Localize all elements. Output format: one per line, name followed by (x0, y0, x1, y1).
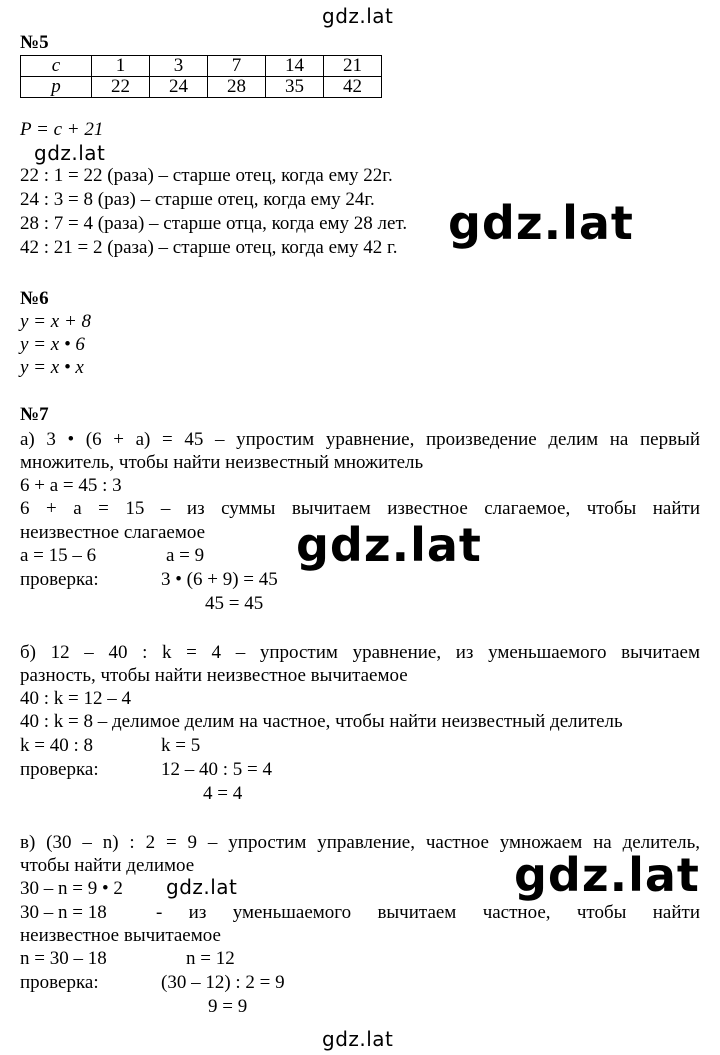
text-line: неизвестное вычитаемое (20, 925, 221, 946)
data-table (20, 55, 382, 98)
check-line: (30 – 12) : 2 = 9 (161, 972, 285, 993)
watermark: gdz.lat (34, 141, 106, 165)
text-line: 24 : 3 = 8 (раз) – старше отец, когда ему 24г. (20, 189, 375, 210)
table-cell: 22 (92, 77, 150, 98)
table-cell: p (21, 77, 92, 98)
table-cell: c (21, 56, 92, 77)
text-line: разность, чтобы найти неизвестное вычитаемое (20, 665, 408, 686)
task6-title: №6 (20, 288, 49, 309)
table-cell: 28 (208, 77, 266, 98)
text-line: - из уменьшаемого вычитаем частное, чтобы найти (156, 902, 700, 923)
table-cell: 35 (266, 77, 324, 98)
task5-title: №5 (20, 32, 49, 53)
table-cell: 3 (150, 56, 208, 77)
check-label: проверка: (20, 759, 99, 780)
check-line: 9 = 9 (208, 996, 248, 1017)
check-label: проверка: (20, 972, 99, 993)
watermark: gdz.lat (322, 4, 394, 28)
task7-title: №7 (20, 404, 49, 425)
text-line: б) 12 – 40 : k = 4 – упростим уравнение, из уменьшаемого вычитаем (20, 642, 700, 663)
text-line: в) (30 – n) : 2 = 9 – упростим управление, частное умножаем на делитель, (20, 832, 700, 853)
table-cell: 21 (324, 56, 382, 77)
table-row (21, 56, 382, 77)
text-line: k = 40 : 8 (20, 735, 93, 756)
text-line: k = 5 (161, 735, 201, 756)
text-line: а) 3 • (6 + a) = 45 – упростим уравнение, произведение делим на первый (20, 429, 700, 450)
watermark: gdz.lat (322, 1027, 394, 1051)
text-line: 30 – n = 18 (20, 902, 107, 923)
text-line: 42 : 21 = 2 (раза) – старше отец, когда ему 42 г. (20, 237, 398, 258)
text-line: 40 : k = 8 – делимое делим на частное, чтобы найти неизвестный делитель (20, 711, 623, 732)
text-line: множитель, чтобы найти неизвестный множитель (20, 452, 424, 473)
text-line: неизвестное слагаемое (20, 522, 206, 543)
table-cell: 14 (266, 56, 324, 77)
table-cell: 1 (92, 56, 150, 77)
table-row (21, 77, 382, 98)
text-line: 28 : 7 = 4 (раза) – старше отца, когда ему 28 лет. (20, 213, 408, 234)
text-line: 40 : k = 12 – 4 (20, 688, 131, 709)
check-line: 4 = 4 (203, 783, 243, 804)
text-line: a = 15 – 6 (20, 545, 97, 566)
check-line: 45 = 45 (205, 593, 264, 614)
text-line: 6 + a = 15 – из суммы вычитаем известное слагаемое, чтобы найти (20, 498, 700, 519)
equation: y = x + 8 (20, 311, 92, 332)
watermark: gdz.lat (448, 196, 634, 250)
text-line: 22 : 1 = 22 (раза) – старше отец, когда ему 22г. (20, 165, 393, 186)
table-cell: 24 (150, 77, 208, 98)
text-line: a = 9 (166, 545, 205, 566)
text-line: чтобы найти делимое (20, 855, 195, 876)
watermark: gdz.lat (296, 518, 482, 572)
text-line: n = 30 – 18 (20, 948, 107, 969)
text-line: 6 + a = 45 : 3 (20, 475, 122, 496)
text-line: 30 – n = 9 • 2 (20, 878, 123, 899)
equation: y = x • 6 (20, 334, 85, 355)
text-line: n = 12 (186, 948, 235, 969)
check-label: проверка: (20, 569, 99, 590)
watermark: gdz.lat (514, 848, 700, 902)
table-cell: 7 (208, 56, 266, 77)
watermark: gdz.lat (166, 875, 238, 899)
formula: P = c + 21 (20, 119, 104, 140)
table-cell: 42 (324, 77, 382, 98)
equation: y = x • x (20, 357, 84, 378)
check-line: 12 – 40 : 5 = 4 (161, 759, 272, 780)
check-line: 3 • (6 + 9) = 45 (161, 569, 278, 590)
